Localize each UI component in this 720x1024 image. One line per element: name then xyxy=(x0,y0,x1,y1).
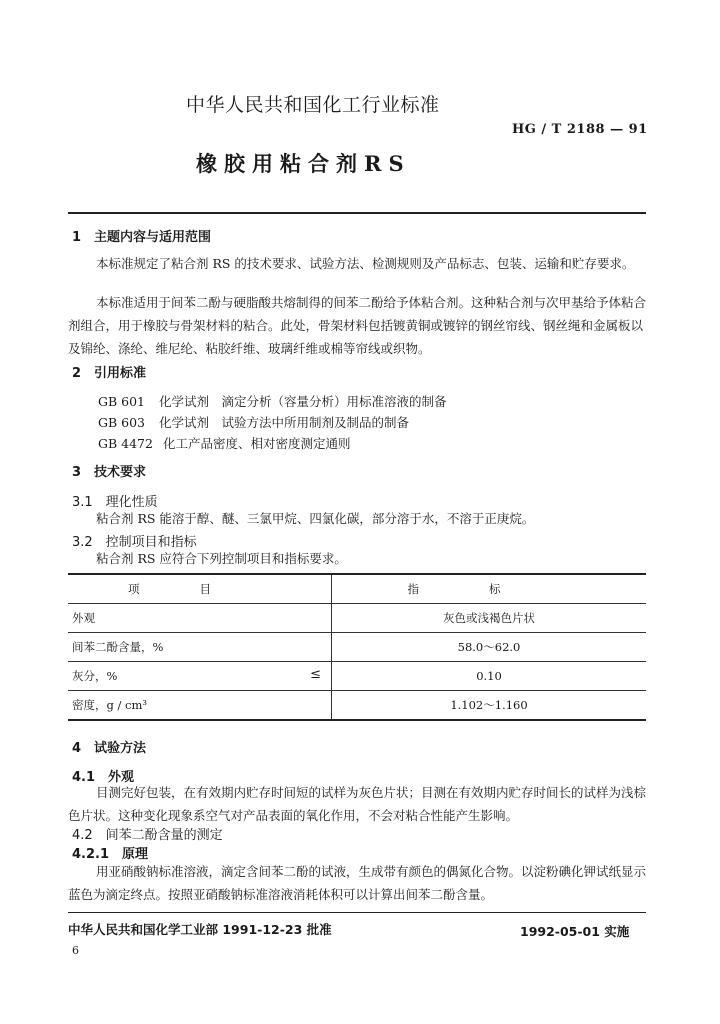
reference-item xyxy=(98,434,350,452)
section-3-1-heading: 3.1 理化性质 xyxy=(72,495,158,510)
section-4-2-heading: 4.2 间苯二酚含量的测定 xyxy=(72,828,223,843)
table-cell-item: 密度，g / cm³ xyxy=(68,691,332,721)
section-4-2-1-heading: 4.2.1 原理 xyxy=(72,847,149,862)
section-3-1-text: 粘合剂 RS 能溶于醇、醚、三氯甲烷、四氯化碳，部分溶于水，不溶于正庚烷。 xyxy=(96,511,535,526)
title-divider xyxy=(68,212,646,214)
table-row xyxy=(68,633,646,662)
document-title: 橡胶用粘合剂RS xyxy=(196,151,411,176)
table-row xyxy=(68,604,646,633)
section-4-2-1-text: 用亚硝酸钠标准溶液，滴定含间苯二酚的试液，生成带有颜色的偶氮化合物。以淀粉碘化钾试纸显示蓝色为滴定终点。按照亚硝酸钠标准溶液消耗体积可以计算出间苯二酚含量。 xyxy=(68,864,647,902)
reference-item xyxy=(98,413,409,431)
section-4-1-heading: 4.1 外观 xyxy=(72,770,135,785)
section-1-paragraph-2: 本标准适用于间苯二酚与硬脂酸共熔制得的间苯二酚给予体粘合剂。这种粘合剂与次甲基给予体粘合剂组合，用于橡胶与骨架材料的粘合。此处，骨架材料包括镀黄铜或镀锌的钢丝帘线、钢丝绳和金属板以及锦纶、涤纶、维尼纶、粘胶纤维、玻璃纤维或棉等帘线或织物。 xyxy=(68,295,647,356)
section-4-heading: 4 试验方法 xyxy=(72,741,147,756)
reference-title: 化学试剂 滴定分析（容量分析）用标准溶液的制备 xyxy=(159,394,447,409)
section-3-2-text: 粘合剂 RS 应符合下列控制项目和指标要求。 xyxy=(96,551,347,566)
table-cell-value: 1.102～1.160 xyxy=(332,691,647,721)
issuing-organization: 中华人民共和国化工行业标准 xyxy=(186,94,440,116)
reference-code: GB 603 xyxy=(98,415,146,430)
condition-symbol: ≤ xyxy=(310,667,321,682)
table-row xyxy=(68,662,646,691)
table-cell-value: 灰色或浅褐色片状 xyxy=(332,604,647,633)
reference-title: 化学试剂 试验方法中所用制剂及制品的制备 xyxy=(159,415,410,430)
standard-code: HG / T 2188 — 91 xyxy=(512,122,648,137)
reference-title: 化工产品密度、相对密度测定通则 xyxy=(162,436,351,451)
table-cell-item: 灰分，% ≤ xyxy=(68,662,332,691)
section-3-2-heading: 3.2 控制项目和指标 xyxy=(72,535,197,550)
reference-code: GB 601 xyxy=(98,394,146,409)
table-cell-value: 0.10 xyxy=(332,662,647,691)
table-cell-item: 间苯二酚含量，% xyxy=(68,633,332,662)
footer-divider xyxy=(68,912,646,913)
implementation-date: 1992-05-01 实施 xyxy=(520,924,630,939)
table-header-indicator: 指标 xyxy=(332,574,647,604)
reference-code: GB 4472 xyxy=(98,436,153,451)
page-number: 6 xyxy=(72,944,79,957)
section-4-1-text: 目测完好包装，在有效期内贮存时间短的试样为灰色片状；目测在有效期内贮存时间长的试样为浅棕色片状。这种变化现象系空气对产品表面的氧化作用，不会对粘合性能产生影响。 xyxy=(68,785,647,823)
section-1-heading: 1 主题内容与适用范围 xyxy=(72,230,212,245)
table-cell-item: 外观 xyxy=(68,604,332,633)
section-1-paragraph-1: 本标准规定了粘合剂 RS 的技术要求、试验方法、检测规则及产品标志、包装、运输和贮存要求。 xyxy=(96,256,635,271)
reference-item xyxy=(98,392,447,410)
table-cell-value: 58.0～62.0 xyxy=(332,633,647,662)
section-2-heading: 2 引用标准 xyxy=(72,366,147,381)
table-row xyxy=(68,691,646,721)
table-header-item: 项目 xyxy=(68,574,332,604)
approval-statement: 中华人民共和国化学工业部 1991-12-23 批准 xyxy=(68,922,332,937)
specification-table xyxy=(68,573,646,721)
section-3-heading: 3 技术要求 xyxy=(72,465,147,480)
table-header-row xyxy=(68,574,646,604)
